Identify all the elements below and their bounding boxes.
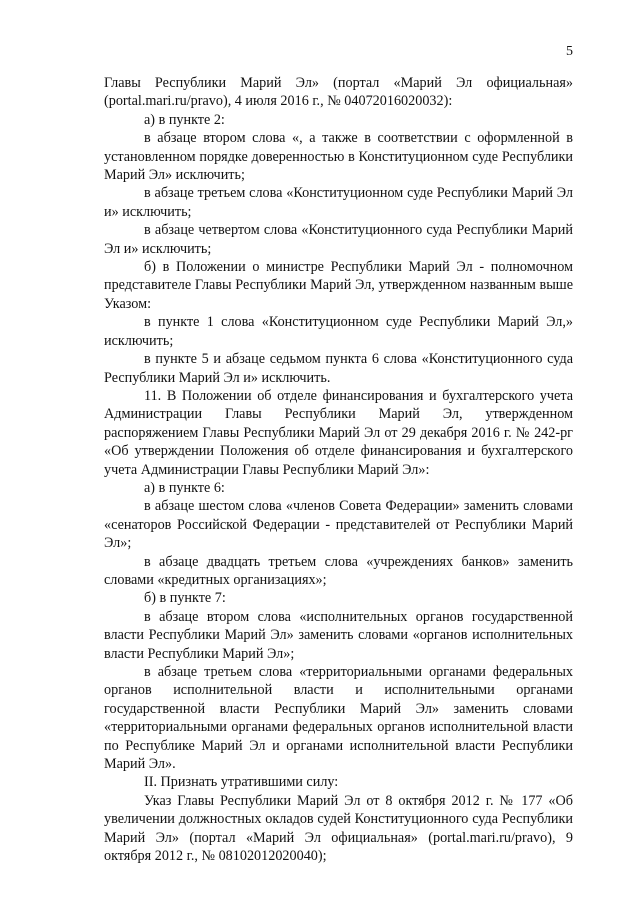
- paragraph: в абзаце третьем слова «территориальными органами федеральных органов исполнительной власти и исполнительными органами государственной власти Республики Марий Эл» заменить словами «территориальными органами федеральных органов исполнительной власти по Республике Марий Эл и органами исполнительной власти Республики Марий Эл».: [104, 664, 573, 773]
- page-number: 5: [566, 44, 573, 59]
- document-body: [104, 74, 573, 865]
- paragraph: 11. В Положении об отделе финансирования и бухгалтерского учета Администрации Главы Республики Марий Эл, утвержденном распоряжением Главы Республики Марий Эл от 29 декабря 2016 г. № 242-рг «Об утверждении Положения об отделе финансирования и бухгалтерского учета Администрации Главы Республики Марий Эл»:: [104, 387, 573, 478]
- paragraph: в абзаце втором слова «, а также в соответствии с оформленной в установленном порядке доверенностью в Конституционном суде Республики Марий Эл» исключить;: [104, 130, 573, 184]
- paragraph: в абзаце третьем слова «Конституционном суде Республики Марий Эл и» исключить;: [104, 185, 573, 220]
- paragraph: б) в Положении о министре Республики Марий Эл - полномочном представителе Главы Республики Марий Эл, утвержденном названным выше Указом:: [104, 259, 573, 312]
- paragraph: а) в пункте 2:: [144, 111, 225, 128]
- paragraph: а) в пункте 6:: [144, 479, 225, 496]
- paragraph: в абзаце четвертом слова «Конституционного суда Республики Марий Эл и» исключить;: [104, 222, 573, 257]
- paragraph: в абзаце втором слова «исполнительных органов государственной власти Республики Марий Эл» заменить словами «органов исполнительных власти Республики Марий Эл»;: [104, 608, 573, 662]
- paragraph: в абзаце двадцать третьем слова «учреждениях банков» заменить словами «кредитных организациях»;: [104, 553, 573, 588]
- paragraph: в абзаце шестом слова «членов Совета Федерации» заменить словами «сенаторов Российской Федерации - представителей от Республики Марий Эл»;: [104, 498, 573, 552]
- paragraph: Указ Главы Республики Марий Эл от 8 октября 2012 г. № 177 «Об увеличении должностных окладов судей Конституционного суда Республики Марий Эл» (портал «Марий Эл официальная» (portal.mari.ru/pravo), 9 октября 2012 г., № 08102012020040);: [104, 792, 573, 865]
- paragraph: б) в пункте 7:: [144, 590, 226, 607]
- paragraph: в пункте 5 и абзаце седьмом пункта 6 слова «Конституционного суда Республики Марий Эл и» исключить.: [104, 351, 573, 386]
- paragraph: в пункте 1 слова «Конституционном суде Республики Марий Эл,» исключить;: [104, 314, 573, 349]
- paragraph: II. Признать утратившими силу:: [144, 774, 339, 791]
- paragraph: Главы Республики Марий Эл» (портал «Марий Эл официальная» (portal.mari.ru/pravo), 4 июля 2016 г., № 04072016020032):: [104, 75, 573, 110]
